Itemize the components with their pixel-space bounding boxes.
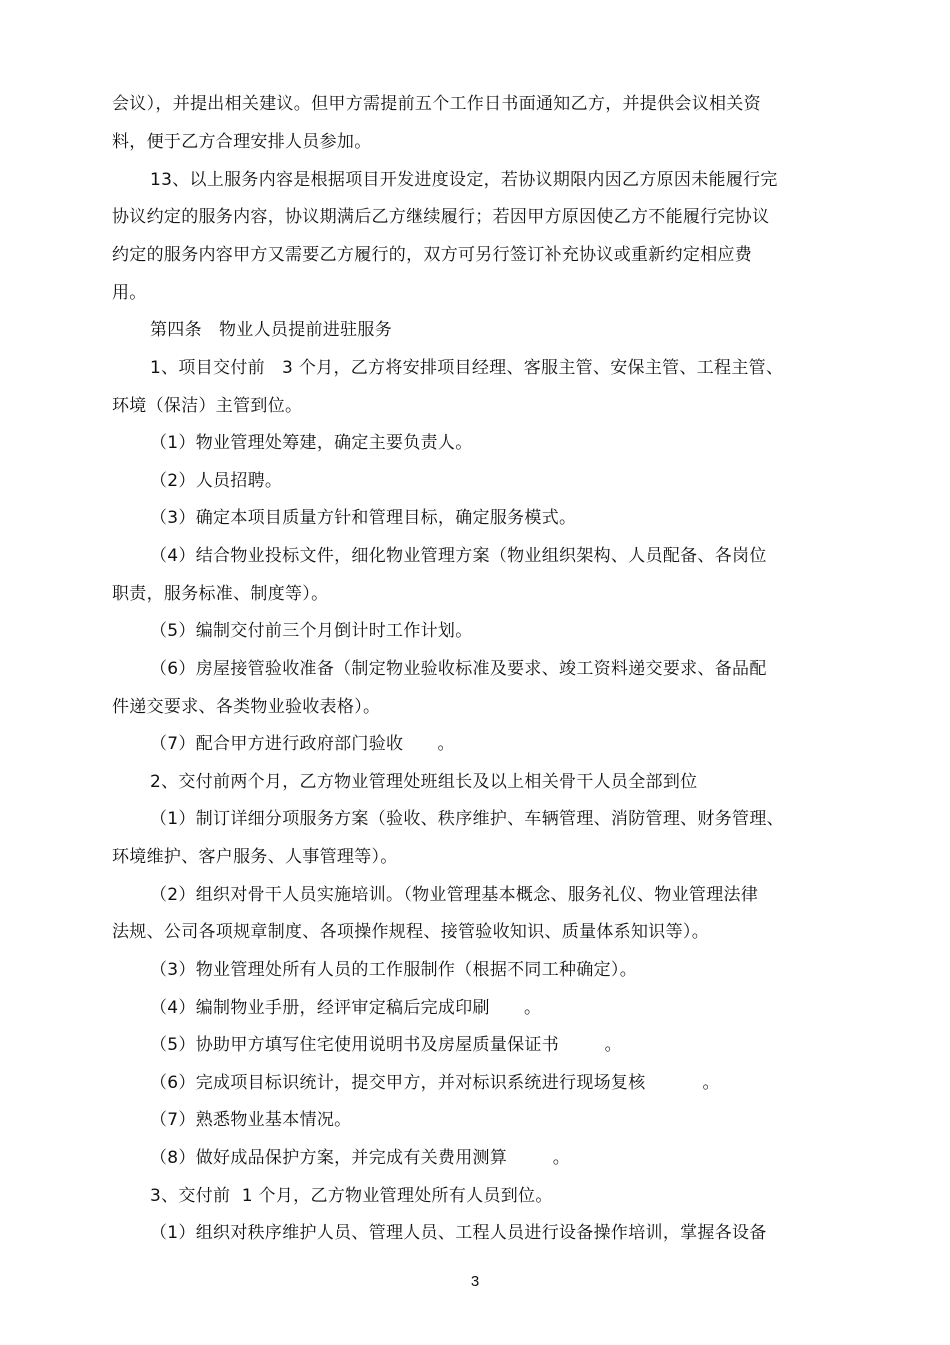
section-heading: 第四条 物业人员提前进驻服务: [150, 320, 393, 340]
text-line: 约定的服务内容甲方又需要乙方履行的，双方可另行签订补充协议或重新约定相应费: [112, 245, 753, 265]
list-item: （5）编制交付前三个月倒计时工作计划。: [150, 621, 473, 641]
text-line: 13、以上服务内容是根据项目开发进度设定，若协议期限内因乙方原因未能履行完: [150, 170, 778, 190]
list-item: （4）结合物业投标文件，细化物业管理方案（物业组织架构、人员配备、各岗位: [150, 546, 767, 566]
text-line: 料，便于乙方合理安排人员参加。: [112, 132, 372, 152]
list-item: （2）人员招聘。: [150, 471, 283, 491]
text-line: 2、交付前两个月，乙方物业管理处班组长及以上相关骨干人员全部到位: [150, 772, 698, 792]
list-item: （6）房屋接管验收准备（制定物业验收标准及要求、竣工资料递交要求、备品配: [150, 659, 767, 679]
list-item: （3）物业管理处所有人员的工作服制作（根据不同工种确定）。: [150, 960, 638, 980]
page-number: 3: [470, 1273, 480, 1290]
text-line: 1、项目交付前 3 个月，乙方将安排项目经理、客服主管、安保主管、工程主管、: [150, 358, 784, 378]
text-line: 环境（保洁）主管到位。: [112, 396, 303, 416]
text-line: 法规、公司各项规章制度、各项操作规程、接管验收知识、质量体系知识等）。: [112, 922, 709, 942]
text-line: 件递交要求、各类物业验收表格）。: [112, 697, 381, 717]
list-item: （6）完成项目标识统计，提交甲方，并对标识系统进行现场复核 。: [150, 1073, 720, 1093]
list-item: （7）配合甲方进行政府部门验收 。: [150, 734, 455, 754]
text-line: 会议），并提出相关建议。但甲方需提前五个工作日书面通知乙方，并提供会议相关资: [112, 94, 761, 114]
list-item: （3）确定本项目质量方针和管理目标，确定服务模式。: [150, 508, 577, 528]
list-item: （7）熟悉物业基本情况。: [150, 1110, 352, 1130]
text-line: 职责，服务标准、制度等）。: [112, 584, 329, 604]
list-item: （2）组织对骨干人员实施培训。（物业管理基本概念、服务礼仪、物业管理法律: [150, 885, 759, 905]
text-line: 协议约定的服务内容，协议期满后乙方继续履行；若因甲方原因使乙方不能履行完协议: [112, 207, 770, 227]
text-line: 用。: [112, 283, 147, 303]
list-item: （1）物业管理处筹建，确定主要负责人。: [150, 433, 473, 453]
list-item: （4）编制物业手册，经评审定稿后完成印刷 。: [150, 998, 542, 1018]
list-item: （8）做好成品保护方案，并完成有关费用测算 。: [150, 1148, 571, 1168]
list-item: （1）制订详细分项服务方案（验收、秩序维护、车辆管理、消防管理、财务管理、: [150, 809, 784, 829]
text-line: 3、交付前 1 个月，乙方物业管理处所有人员到位。: [150, 1186, 553, 1206]
list-item: （5）协助甲方填写住宅使用说明书及房屋质量保证书 。: [150, 1035, 622, 1055]
text-line: 环境维护、客户服务、人事管理等）。: [112, 847, 398, 867]
list-item: （1）组织对秩序维护人员、管理人员、工程人员进行设备操作培训，掌握各设备: [150, 1223, 767, 1243]
